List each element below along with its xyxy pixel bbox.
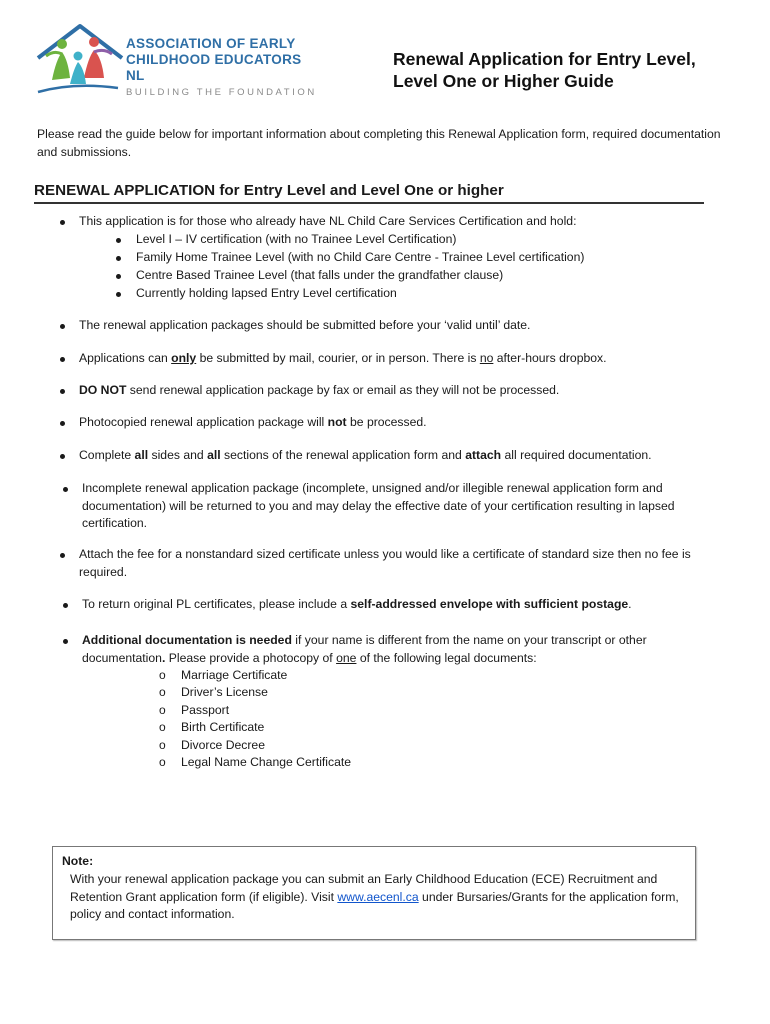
document-title-line1: Renewal Application for Entry Level, (393, 49, 696, 69)
sub-list-item: Divorce Decree (181, 738, 265, 752)
website-link[interactable]: www.aecenl.ca (337, 889, 419, 904)
sub-list-item: Level I – IV certification (with no Trainee Level Certification) (136, 232, 457, 246)
bullet-icon (63, 603, 68, 608)
document-title-line2: Level One or Higher Guide (393, 71, 614, 91)
note-box (52, 846, 696, 940)
sub-list-item: Driver’s License (181, 685, 268, 699)
list-item: Attach the fee for a nonstandard sized certificate unless you would like a certificate of standard size then no fee is required. (79, 547, 691, 579)
logo-emblem-icon (34, 22, 126, 98)
bullet-icon (116, 274, 121, 279)
bullet-icon (116, 256, 121, 261)
logo-tagline: BUILDING THE FOUNDATION (126, 87, 317, 98)
bullet-icon (60, 324, 65, 329)
list-item: DO NOT send renewal application package by fax or email as they will not be processed. (79, 383, 560, 397)
list-item: Incomplete renewal application package (incomplete, unsigned and/or illegible renewal application form and documentation) will be returned to you and may delay the effective date of your certification resulting in lapsed certification. (82, 481, 675, 530)
sub-list-item: Currently holding lapsed Entry Level certification (136, 286, 397, 300)
list-item: Additional documentation is needed if your name is different from the name on your transcript or other documentation. Please provide a photocopy of one of the following legal documents: (82, 633, 647, 665)
circle-bullet-icon: o (159, 703, 166, 717)
list-item: The renewal application packages should be submitted before your ‘valid until’ date. (79, 318, 531, 332)
bullet-icon (116, 238, 121, 243)
sub-list-item: Family Home Trainee Level (with no Child Care Centre - Trainee Level certification) (136, 250, 585, 264)
document-title (393, 48, 753, 92)
list-item: This application is for those who already have NL Child Care Services Certification and hold: (79, 214, 577, 228)
bullet-icon (60, 553, 65, 558)
logo-text-line2: CHILDHOOD EDUCATORS NL (126, 52, 302, 83)
bullet-icon (60, 454, 65, 459)
circle-bullet-icon: o (159, 738, 166, 752)
bullet-icon (116, 292, 121, 297)
bullet-icon (63, 487, 68, 492)
bullet-icon (60, 357, 65, 362)
bullet-icon (63, 639, 68, 644)
section-heading: RENEWAL APPLICATION for Entry Level and Level One or higher (34, 181, 704, 204)
bullet-icon (60, 220, 65, 225)
sub-list-item: Marriage Certificate (181, 668, 288, 682)
bullet-icon (60, 421, 65, 426)
note-text: With your renewal application package you can submit an Early Childhood Education (ECE) Recruitment and Retention Grant application form (if eligible). Visit www.aecenl.ca under Bursaries/Grants for the application form, policy and contact information. (70, 872, 679, 921)
logo-text-line1: ASSOCIATION OF EARLY (126, 36, 296, 51)
organization-logo (34, 22, 324, 98)
sub-list-item: Birth Certificate (181, 720, 265, 734)
circle-bullet-icon: o (159, 668, 166, 682)
intro-paragraph: Please read the guide below for important information about completing this Renewal Application form, required documentation and submissions. (37, 127, 721, 159)
note-label: Note: (62, 854, 94, 868)
list-item: Complete all sides and all sections of the renewal application form and attach all required documentation. (79, 448, 652, 462)
sub-list-item: Centre Based Trainee Level (that falls under the grandfather clause) (136, 268, 504, 282)
circle-bullet-icon: o (159, 720, 166, 734)
sub-list-item: Legal Name Change Certificate (181, 755, 352, 769)
sub-list-item: Passport (181, 703, 230, 717)
bullet-icon (60, 389, 65, 394)
circle-bullet-icon: o (159, 685, 166, 699)
circle-bullet-icon: o (159, 755, 166, 769)
list-item: Photocopied renewal application package will not be processed. (79, 415, 427, 429)
list-item: To return original PL certificates, please include a self-addressed envelope with sufficient postage. (82, 597, 632, 611)
list-item: Applications can only be submitted by mail, courier, or in person. There is no after-hours dropbox. (79, 351, 607, 365)
